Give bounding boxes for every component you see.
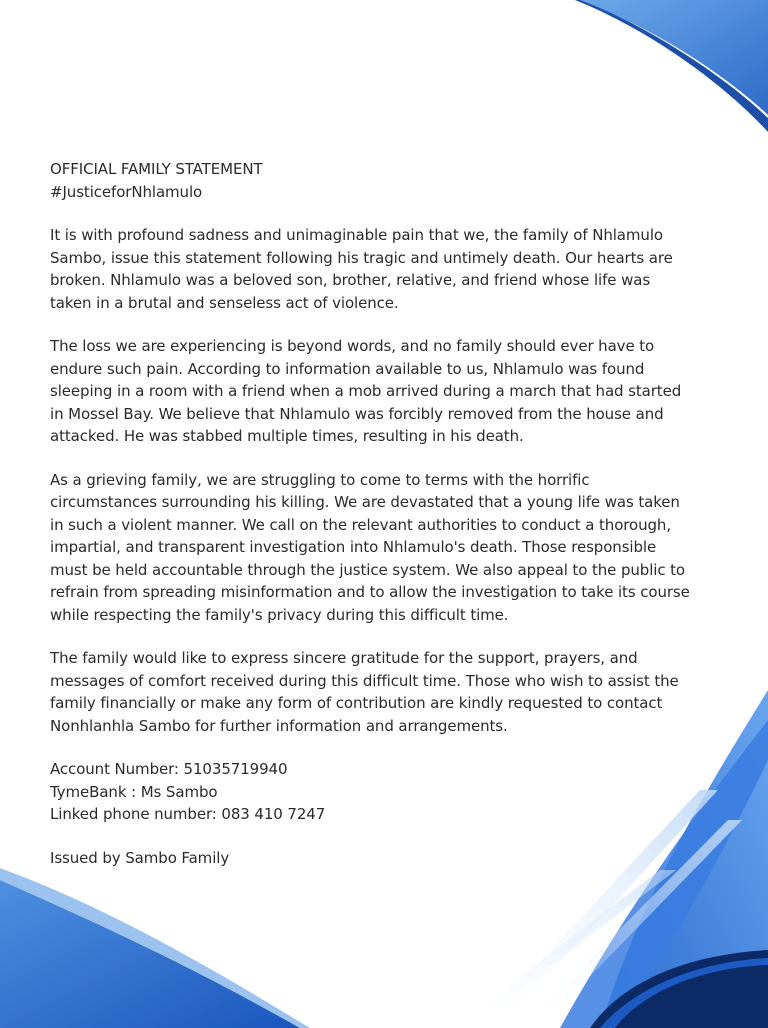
statement-body xyxy=(50,158,690,869)
paragraph-2: The loss we are experiencing is beyond words, and no family should ever have to endure such pain. According to information available to us, Nhlamulo was found sleeping in a room with a friend when a mob arrived during a march that had started in Mossel Bay. We believe that Nhlamulo was forcibly removed from the house and attacked. He was stabbed multiple times, resulting in his death. xyxy=(50,337,682,445)
phone-number: Linked phone number: 083 410 7247 xyxy=(50,805,326,823)
statement-heading xyxy=(50,158,690,203)
issued-by: Issued by Sambo Family xyxy=(50,848,230,867)
paragraph-1: It is with profound sadness and unimaginable pain that we, the family of Nhlamulo Sambo, issue this statement following his tragic and untimely death. Our hearts are broken. Nhlamulo was a beloved son, brother, relative, and friend whose life was taken in a brutal and senseless act of violence. xyxy=(50,226,673,312)
top-right-swoosh xyxy=(575,0,768,132)
bank-name: TymeBank : Ms Sambo xyxy=(50,782,218,801)
account-details xyxy=(50,758,690,826)
account-number: Account Number: 51035719940 xyxy=(50,760,288,778)
paragraph-4: The family would like to express sincere gratitude for the support, prayers, and messages of comfort received during this difficult time. Those who wish to assist the family financially or make any form of contribution are kindly requested to contact Nonhlanhla Sambo for further information and arrangements. xyxy=(50,649,679,735)
paragraph-3: As a grieving family, we are struggling to come to terms with the horrific circumstances surrounding his killing. We are devastated that a young life was taken in such a violent manner. We call on the relevant authorities to conduct a thorough, impartial, and transparent investigation into Nhlamulo's death. Those responsible must be held accountable through the justice system. We also appeal to the public to refrain from spreading misinformation and to allow the investigation to take its course while respecting the family's privacy during this difficult time. xyxy=(50,470,690,624)
statement-hashtag: #JusticeforNhlamulo xyxy=(50,182,203,201)
statement-title: OFFICIAL FAMILY STATEMENT xyxy=(50,160,263,178)
bottom-left-swoosh xyxy=(0,868,310,1028)
